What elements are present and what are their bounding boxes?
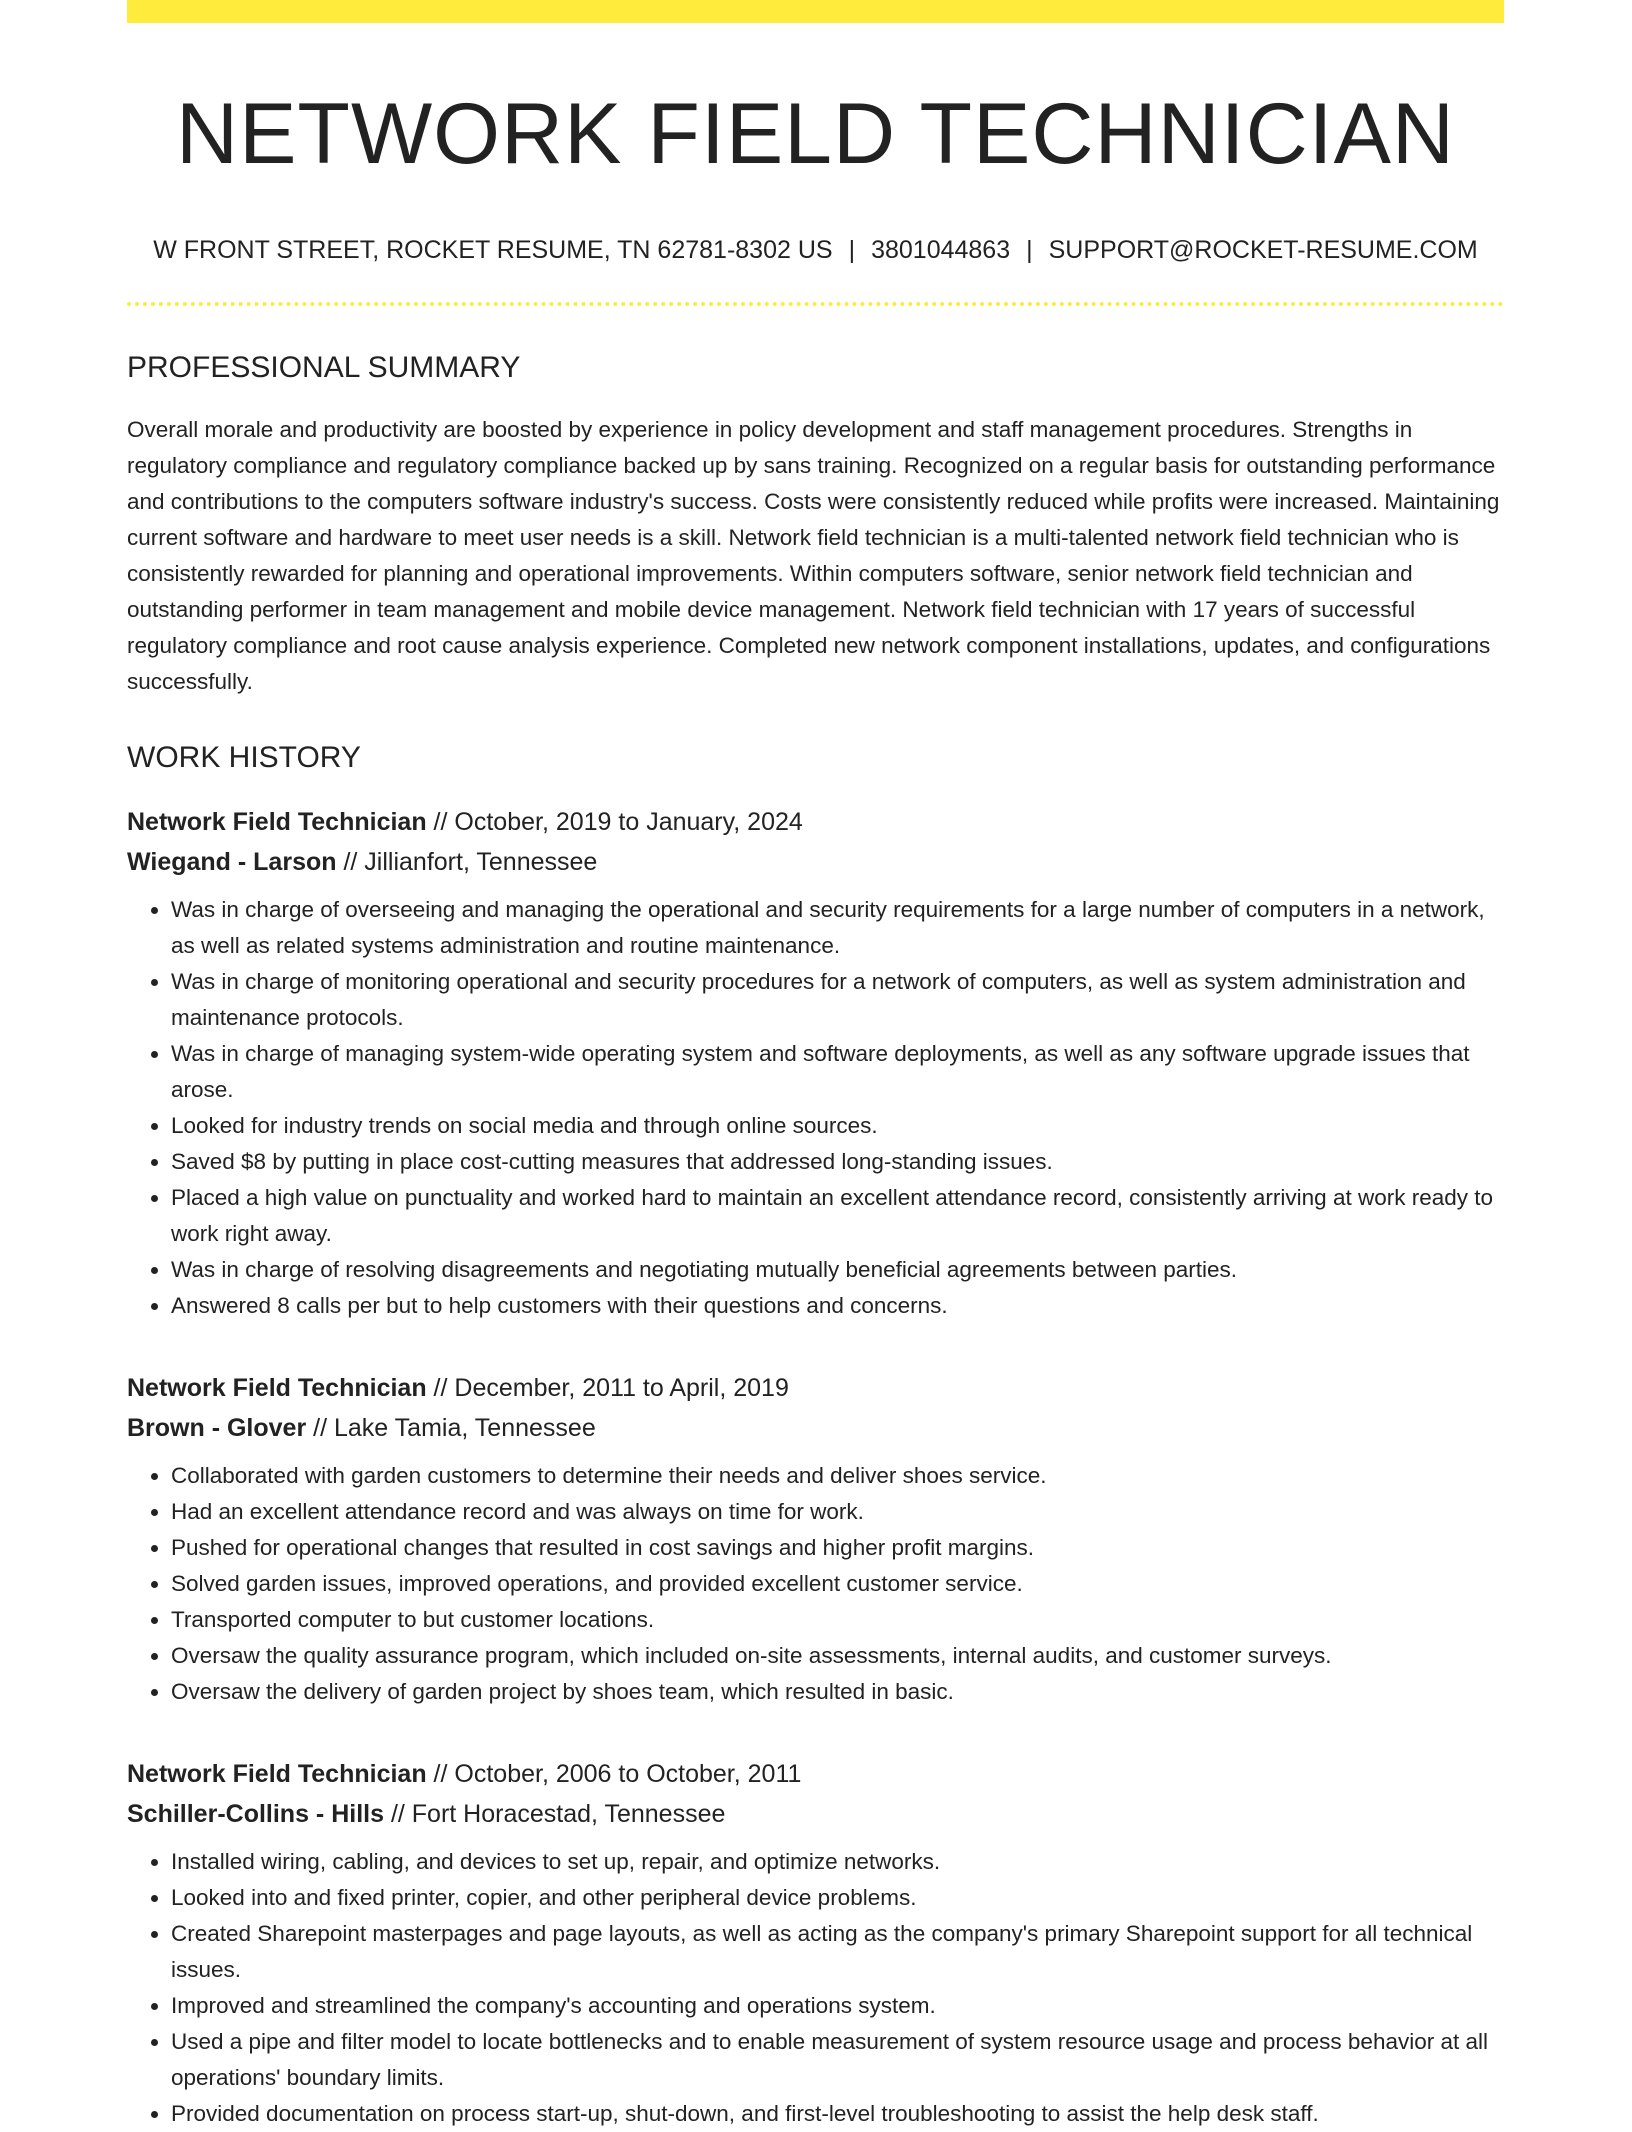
job-bullet: • Transported computer to but customer locations. <box>171 1602 1504 1638</box>
job-dates: // December, 2011 to April, 2019 <box>426 1374 789 1403</box>
job-bullet: • Collaborated with garden customers to determine their needs and deliver shoes service. <box>171 1458 1504 1494</box>
resume-page <box>127 0 1504 2132</box>
job-bullet: • Created Sharepoint masterpages and page layouts, as well as acting as the company's primary Sharepoint support for all technical issues. <box>171 1916 1504 1988</box>
job-bullet: • Looked for industry trends on social media and through online sources. <box>171 1108 1504 1144</box>
summary-heading: PROFESSIONAL SUMMARY <box>127 351 521 385</box>
summary-paragraph: Overall morale and productivity are boosted by experience in policy development and staff management procedures. Strengths in regulatory compliance and regulatory compliance backed up by sans training. Recognized on a regular basis for outstanding performance and contributions to the computers software industry's success. Costs were consistently reduced while profits were increased. Maintaining current software and hardware to meet user needs is a skill. Network field technician is a multi-talented network field technician who is consistently rewarded for planning and operational improvements. Within computers software, senior network field technician and outstanding performer in team management and mobile device management. Network field technician with 17 years of successful regulatory compliance and root cause analysis experience. Completed new network component installations, updates, and configurations successfully. <box>127 417 1500 695</box>
job-bullets <box>127 892 1504 1324</box>
contact-phone: 3801044863 <box>871 235 1011 264</box>
job-dates: // October, 2006 to October, 2011 <box>426 1760 802 1789</box>
job-role-line <box>127 1754 1504 1794</box>
dotted-divider <box>127 302 1504 306</box>
job-bullet: • Looked into and fixed printer, copier, and other peripheral device problems. <box>171 1880 1504 1916</box>
job-company-line <box>127 842 1504 882</box>
top-accent-bar <box>127 0 1504 23</box>
contact-separator: | <box>848 235 856 264</box>
job-company-line <box>127 1408 1504 1448</box>
job-role-line <box>127 1368 1504 1408</box>
job-bullet: • Placed a high value on punctuality and worked hard to maintain an excellent attendance record, consistently arriving at work ready to work right away. <box>171 1180 1504 1252</box>
job-role: Network Field Technician <box>127 1374 427 1403</box>
candidate-title: NETWORK FIELD TECHNICIAN <box>175 86 1456 182</box>
job-bullet: • Was in charge of resolving disagreements and negotiating mutually beneficial agreements between parties. <box>171 1252 1504 1288</box>
contact-address: W FRONT STREET, ROCKET RESUME, TN 62781-8302 US <box>153 235 833 264</box>
job-location: // Lake Tamia, Tennessee <box>306 1414 596 1443</box>
job-bullet: • Installed wiring, cabling, and devices to set up, repair, and optimize networks. <box>171 1844 1504 1880</box>
job-company: Brown - Glover <box>127 1414 307 1443</box>
job-role-line <box>127 802 1504 842</box>
job-bullet: • Answered 8 calls per but to help customers with their questions and concerns. <box>171 1288 1504 1324</box>
job-bullets <box>127 1844 1504 2132</box>
job-entry <box>127 802 1504 1324</box>
contact-email: SUPPORT@ROCKET-RESUME.COM <box>1048 235 1478 264</box>
job-bullets <box>127 1458 1504 1710</box>
job-company-line <box>127 1794 1504 1834</box>
job-bullet: • Oversaw the delivery of garden project by shoes team, which resulted in basic. <box>171 1674 1504 1710</box>
job-bullet: • Pushed for operational changes that resulted in cost savings and higher profit margins. <box>171 1530 1504 1566</box>
job-role: Network Field Technician <box>127 808 427 837</box>
job-bullet: • Was in charge of overseeing and managing the operational and security requirements for a large number of computers in a network, as well as related systems administration and routine maintenance. <box>171 892 1504 964</box>
job-bullet: • Provided documentation on process start-up, shut-down, and first-level troubleshooting to assist the help desk staff. <box>171 2096 1504 2132</box>
job-location: // Jillianfort, Tennessee <box>336 848 598 877</box>
job-bullet: • Was in charge of monitoring operational and security procedures for a network of computers, as well as system administration and maintenance protocols. <box>171 964 1504 1036</box>
job-bullet: • Saved $8 by putting in place cost-cutting measures that addressed long-standing issues. <box>171 1144 1504 1180</box>
job-bullet: • Improved and streamlined the company's accounting and operations system. <box>171 1988 1504 2024</box>
job-role: Network Field Technician <box>127 1760 427 1789</box>
job-bullet: • Was in charge of managing system-wide operating system and software deployments, as well as any software upgrade issues that arose. <box>171 1036 1504 1108</box>
job-company: Wiegand - Larson <box>127 848 337 877</box>
job-bullet: • Solved garden issues, improved operations, and provided excellent customer service. <box>171 1566 1504 1602</box>
job-entry <box>127 1754 1504 2132</box>
job-company: Schiller-Collins - Hills <box>127 1800 384 1829</box>
contact-separator: | <box>1026 235 1033 264</box>
job-entry <box>127 1368 1504 1710</box>
job-bullet: • Had an excellent attendance record and was always on time for work. <box>171 1494 1504 1530</box>
contact-line <box>127 234 1504 267</box>
job-bullet: • Oversaw the quality assurance program, which included on-site assessments, internal audits, and customer surveys. <box>171 1638 1504 1674</box>
job-dates: // October, 2019 to January, 2024 <box>426 808 803 837</box>
work-history-heading: WORK HISTORY <box>127 741 361 775</box>
job-location: // Fort Horacestad, Tennessee <box>384 1800 726 1829</box>
job-bullet: • Used a pipe and filter model to locate bottlenecks and to enable measurement of system resource usage and process behavior at all operations' boundary limits. <box>171 2024 1504 2096</box>
